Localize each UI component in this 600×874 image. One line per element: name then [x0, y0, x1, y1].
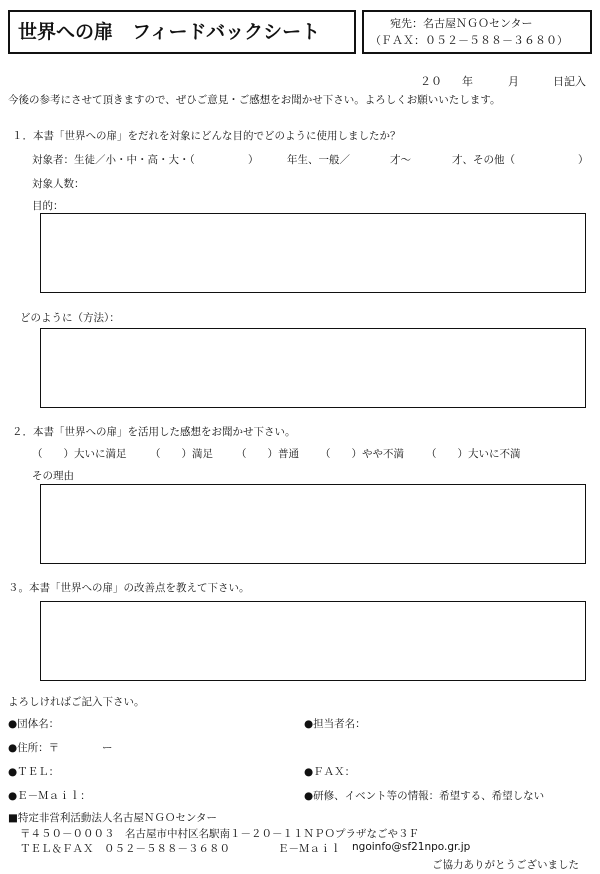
footer-telfax: ＴＥＬ＆ＦＡＸ ０５２－５８８－３６８０	[20, 843, 230, 855]
q1-purpose-label: 目的：	[32, 200, 64, 212]
address-dash: ー	[102, 742, 113, 754]
purpose-field[interactable]	[40, 213, 586, 293]
date-era: ２０	[420, 75, 442, 88]
intro-text: 今後の参考にさせて頂きますので、ぜひご意見・ご感想をお聞かせ下さい。よろしくお願いいたします。	[8, 94, 501, 106]
footer-email-label: Ｅ－Ｍａｉｌ	[278, 843, 341, 855]
q2-option-very-dissatisfied[interactable]: （ ）大いに不満	[426, 448, 521, 460]
q2-option-neutral[interactable]: （ ）普通	[236, 448, 299, 460]
q1-target-year: 年生、一般／	[287, 154, 350, 166]
q1-target-other: 才、その他（	[452, 154, 515, 166]
date-month: 月	[508, 75, 519, 88]
org-label: ●団体名：	[8, 718, 60, 730]
q1-count-label: 対象人数：	[32, 178, 85, 190]
q2-option-somewhat-dissatisfied[interactable]: （ ）やや不満	[320, 448, 404, 460]
footer-thanks: ご協力ありがとうございました	[432, 859, 579, 871]
date-year: 年	[462, 75, 473, 88]
email-label: ●Ｅ－Ｍａｉｌ：	[8, 790, 91, 802]
q2-option-satisfied[interactable]: （ ）満足	[150, 448, 213, 460]
reason-field[interactable]	[40, 484, 586, 564]
fax-label: ●ＦＡＸ：	[304, 766, 356, 778]
q1-question: １．本書「世界への扉」をだれを対象にどんな目的でどのように使用しましたか？	[12, 130, 401, 142]
q3-question: ３。本書「世界への扉」の改善点を教えて下さい。	[8, 582, 250, 594]
footer-email[interactable]: ngoinfo@sf21npo.gr.jp	[352, 841, 471, 853]
footer-address: 〒４５０－０００３ 名古屋市中村区名駅南１－２０－１１ＮＰＯプラザなごや３Ｆ	[20, 828, 419, 840]
destination-fax: （ＦＡＸ：０５２－５８８－３６８０）	[370, 34, 568, 47]
page-title: 世界への扉 フィードバックシート	[8, 10, 356, 54]
q2-reason-label: その理由	[32, 470, 74, 482]
q1-target-other-close: ）	[578, 154, 589, 166]
q1-target-age: 才～	[390, 154, 411, 166]
footer-org-name: ■特定非営利活動法人名古屋ＮＧＯセンター	[8, 812, 217, 824]
destination-box	[362, 10, 592, 54]
destination-name: 宛先：名古屋ＮＧＯセンター	[390, 17, 533, 30]
tel-label: ●ＴＥＬ：	[8, 766, 60, 778]
contact-intro: よろしければご記入下さい。	[8, 696, 145, 708]
person-label: ●担当者名：	[304, 718, 366, 730]
method-field[interactable]	[40, 328, 586, 408]
q1-target-label: 対象者：生徒／小・中・高・大・（	[32, 154, 195, 166]
date-day: 日記入	[553, 75, 586, 88]
q2-question: ２．本書「世界への扉」を活用した感想をお聞かせ下さい。	[12, 426, 296, 438]
address-label: ●住所：〒	[8, 742, 60, 754]
training-info-label: ●研修、イベント等の情報：希望する、希望しない	[304, 790, 545, 802]
q1-method-label: どのように（方法）：	[20, 312, 120, 324]
improvement-field[interactable]	[40, 601, 586, 681]
q1-target-close: ）	[248, 154, 259, 166]
q2-option-very-satisfied[interactable]: （ ）大いに満足	[32, 448, 127, 460]
